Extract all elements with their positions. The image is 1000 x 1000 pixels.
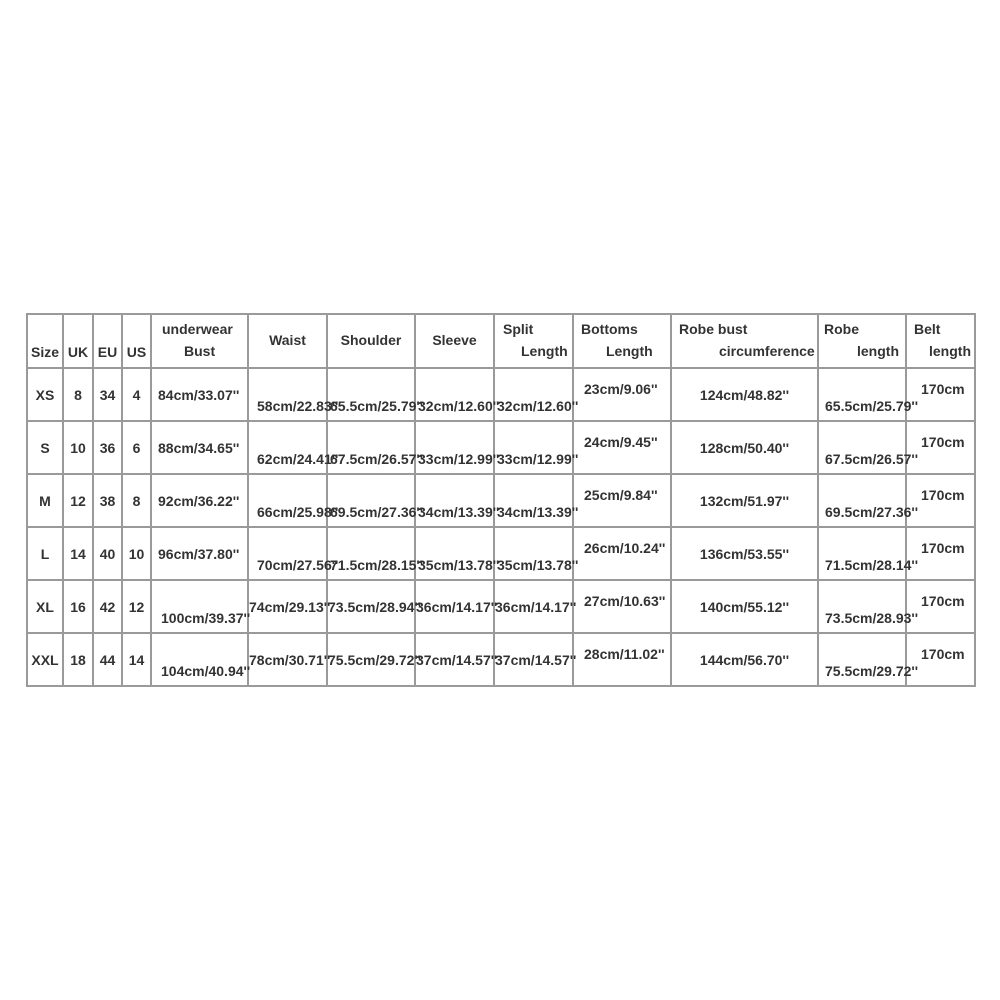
cell-split: 34cm/13.39'' bbox=[494, 474, 573, 527]
cell-split: 35cm/13.78'' bbox=[494, 527, 573, 580]
cell-split: 33cm/12.99'' bbox=[494, 421, 573, 474]
cell-shoulder: 65.5cm/25.79'' bbox=[327, 368, 415, 421]
cell-shoulder: 69.5cm/27.36'' bbox=[327, 474, 415, 527]
cell-shoulder: 75.5cm/29.72'' bbox=[327, 633, 415, 686]
cell-bust: 92cm/36.22'' bbox=[151, 474, 248, 527]
header-belt-length bbox=[906, 314, 975, 368]
header-robe-length-line1: Robe bbox=[824, 321, 859, 337]
cell-waist: 66cm/25.98'' bbox=[248, 474, 327, 527]
cell-us: 10 bbox=[122, 527, 151, 580]
header-bottoms-length bbox=[573, 314, 671, 368]
cell-robe-length: 67.5cm/26.57'' bbox=[818, 421, 906, 474]
cell-waist: 78cm/30.71'' bbox=[248, 633, 327, 686]
header-row bbox=[27, 314, 975, 368]
cell-robe-bust: 128cm/50.40'' bbox=[671, 421, 818, 474]
cell-belt: 170cm bbox=[906, 421, 975, 474]
cell-shoulder: 67.5cm/26.57'' bbox=[327, 421, 415, 474]
cell-belt: 170cm bbox=[906, 368, 975, 421]
cell-sleeve: 35cm/13.78'' bbox=[415, 527, 494, 580]
header-bottoms-line1: Bottoms bbox=[581, 321, 638, 337]
cell-bust: 104cm/40.94'' bbox=[151, 633, 248, 686]
cell-uk: 8 bbox=[63, 368, 93, 421]
cell-bust: 84cm/33.07'' bbox=[151, 368, 248, 421]
cell-uk: 14 bbox=[63, 527, 93, 580]
cell-us: 14 bbox=[122, 633, 151, 686]
cell-robe-bust: 132cm/51.97'' bbox=[671, 474, 818, 527]
cell-size: XS bbox=[27, 368, 63, 421]
cell-split: 37cm/14.57'' bbox=[494, 633, 573, 686]
header-robe-length-line2: length bbox=[857, 343, 899, 359]
header-us: US bbox=[122, 314, 151, 368]
header-split-line1: Split bbox=[503, 321, 534, 337]
header-belt-line1: Belt bbox=[914, 321, 941, 337]
cell-us: 4 bbox=[122, 368, 151, 421]
cell-bottoms: 23cm/9.06'' bbox=[573, 368, 671, 421]
cell-bust: 88cm/34.65'' bbox=[151, 421, 248, 474]
header-belt-line2: length bbox=[929, 343, 971, 359]
table-row bbox=[27, 580, 975, 633]
table-row bbox=[27, 474, 975, 527]
cell-waist: 70cm/27.56'' bbox=[248, 527, 327, 580]
cell-us: 12 bbox=[122, 580, 151, 633]
cell-robe-bust: 136cm/53.55'' bbox=[671, 527, 818, 580]
cell-us: 8 bbox=[122, 474, 151, 527]
cell-size: L bbox=[27, 527, 63, 580]
size-chart-table bbox=[26, 313, 976, 687]
cell-robe-bust: 144cm/56.70'' bbox=[671, 633, 818, 686]
cell-robe-length: 71.5cm/28.14'' bbox=[818, 527, 906, 580]
cell-bust: 96cm/37.80'' bbox=[151, 527, 248, 580]
header-sleeve: Sleeve bbox=[415, 314, 494, 368]
cell-bottoms: 26cm/10.24'' bbox=[573, 527, 671, 580]
cell-sleeve: 32cm/12.60'' bbox=[415, 368, 494, 421]
header-eu: EU bbox=[93, 314, 122, 368]
header-bust-line2: Bust bbox=[184, 343, 216, 359]
cell-eu: 44 bbox=[93, 633, 122, 686]
cell-eu: 40 bbox=[93, 527, 122, 580]
cell-uk: 16 bbox=[63, 580, 93, 633]
cell-split: 32cm/12.60'' bbox=[494, 368, 573, 421]
header-bust-line1: underwear bbox=[162, 321, 233, 337]
cell-sleeve: 37cm/14.57'' bbox=[415, 633, 494, 686]
header-robe-length bbox=[818, 314, 906, 368]
header-size: Size bbox=[27, 314, 63, 368]
table-row bbox=[27, 527, 975, 580]
cell-size: XL bbox=[27, 580, 63, 633]
table-row bbox=[27, 421, 975, 474]
cell-eu: 42 bbox=[93, 580, 122, 633]
header-robe-bust bbox=[671, 314, 818, 368]
header-split-length bbox=[494, 314, 573, 368]
cell-bottoms: 24cm/9.45'' bbox=[573, 421, 671, 474]
cell-belt: 170cm bbox=[906, 474, 975, 527]
cell-sleeve: 36cm/14.17'' bbox=[415, 580, 494, 633]
cell-robe-length: 69.5cm/27.36'' bbox=[818, 474, 906, 527]
header-underwear-bust bbox=[151, 314, 248, 368]
cell-shoulder: 71.5cm/28.15'' bbox=[327, 527, 415, 580]
cell-waist: 74cm/29.13'' bbox=[248, 580, 327, 633]
cell-belt: 170cm bbox=[906, 580, 975, 633]
cell-bottoms: 28cm/11.02'' bbox=[573, 633, 671, 686]
cell-eu: 36 bbox=[93, 421, 122, 474]
cell-uk: 18 bbox=[63, 633, 93, 686]
cell-robe-length: 65.5cm/25.79'' bbox=[818, 368, 906, 421]
table-row bbox=[27, 633, 975, 686]
cell-size: XXL bbox=[27, 633, 63, 686]
header-split-line2: Length bbox=[521, 343, 568, 359]
header-uk: UK bbox=[63, 314, 93, 368]
cell-robe-length: 75.5cm/29.72'' bbox=[818, 633, 906, 686]
header-waist: Waist bbox=[248, 314, 327, 368]
cell-robe-length: 73.5cm/28.93'' bbox=[818, 580, 906, 633]
cell-eu: 38 bbox=[93, 474, 122, 527]
cell-bust: 100cm/39.37'' bbox=[151, 580, 248, 633]
cell-belt: 170cm bbox=[906, 527, 975, 580]
cell-robe-bust: 140cm/55.12'' bbox=[671, 580, 818, 633]
header-robe-bust-line1: Robe bust bbox=[679, 321, 748, 337]
cell-bottoms: 27cm/10.63'' bbox=[573, 580, 671, 633]
cell-shoulder: 73.5cm/28.94'' bbox=[327, 580, 415, 633]
cell-robe-bust: 124cm/48.82'' bbox=[671, 368, 818, 421]
cell-belt: 170cm bbox=[906, 633, 975, 686]
cell-eu: 34 bbox=[93, 368, 122, 421]
cell-waist: 58cm/22.83'' bbox=[248, 368, 327, 421]
cell-split: 36cm/14.17'' bbox=[494, 580, 573, 633]
cell-us: 6 bbox=[122, 421, 151, 474]
cell-bottoms: 25cm/9.84'' bbox=[573, 474, 671, 527]
cell-uk: 12 bbox=[63, 474, 93, 527]
cell-sleeve: 34cm/13.39'' bbox=[415, 474, 494, 527]
cell-sleeve: 33cm/12.99'' bbox=[415, 421, 494, 474]
cell-size: M bbox=[27, 474, 63, 527]
table-row bbox=[27, 368, 975, 421]
cell-size: S bbox=[27, 421, 63, 474]
cell-waist: 62cm/24.41'' bbox=[248, 421, 327, 474]
header-bottoms-line2: Length bbox=[606, 343, 653, 359]
header-shoulder: Shoulder bbox=[327, 314, 415, 368]
header-robe-bust-line2: circumference bbox=[719, 343, 815, 359]
cell-uk: 10 bbox=[63, 421, 93, 474]
